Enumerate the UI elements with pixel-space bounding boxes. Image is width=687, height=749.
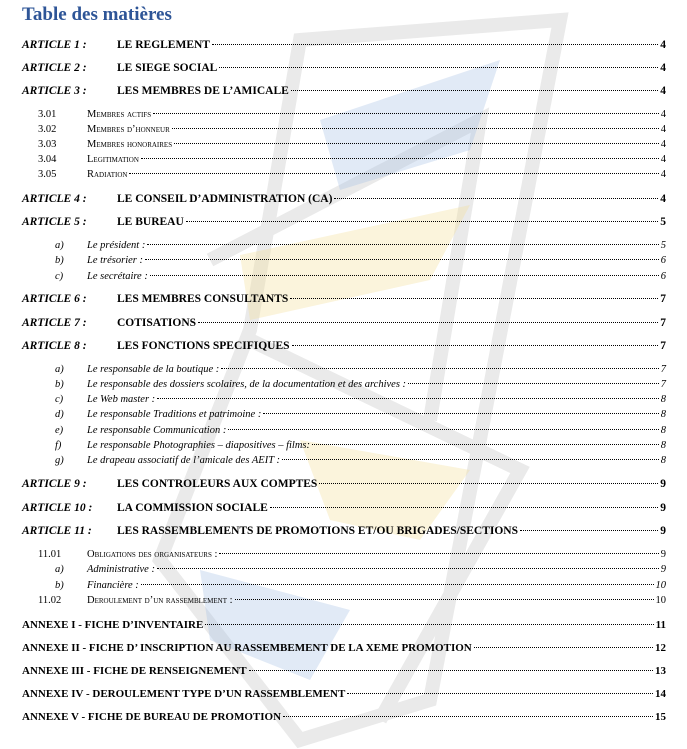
toc-entry-number: b): [55, 255, 64, 266]
toc-entry-text: Radiation: [87, 169, 128, 180]
toc-entry-article-6[interactable]: [22, 293, 666, 305]
toc-entry-annexe-3[interactable]: [22, 665, 666, 677]
toc-entry-text: LES MEMBRES DE L’AMICALE: [117, 85, 289, 97]
toc-entry-text: LES RASSEMBLEMENTS DE PROMOTIONS ET/OU BRIGADES/SECTIONS: [117, 525, 519, 537]
toc-entry-article-4[interactable]: [22, 193, 666, 205]
toc-entry-number: c): [55, 271, 64, 282]
toc-entry-text: LE BUREAU: [117, 216, 184, 228]
toc-entry-number: ARTICLE 5 :: [22, 216, 87, 228]
dot-leader: [312, 444, 659, 445]
toc-entry-page: 7: [660, 340, 666, 352]
toc-subentry-3-05[interactable]: [38, 169, 666, 180]
toc-entry-text: Membres d’honneur: [87, 124, 170, 135]
toc-entry-text: Le trésorier :: [87, 255, 143, 266]
toc-entry-text: Le secrétaire :: [87, 271, 148, 282]
toc-entry-number: c): [55, 394, 64, 405]
toc-entry-text: Le drapeau associatif de l’amicale des AEIT :: [87, 455, 280, 466]
toc-entry-text: LE REGLEMENT: [117, 39, 210, 51]
toc-entry-number: a): [55, 240, 64, 251]
toc-entry-text: LE CONSEIL D’ADMINISTRATION (CA): [117, 193, 333, 205]
toc-subentry-3-03[interactable]: [38, 139, 666, 150]
dot-leader: [408, 383, 659, 384]
dot-leader: [205, 624, 653, 625]
toc-entry-page: 10: [655, 595, 666, 606]
toc-entry-page: 12: [655, 642, 666, 654]
dot-leader: [291, 90, 658, 91]
toc-subentry-8a[interactable]: [55, 364, 666, 375]
toc-entry-number: b): [55, 379, 64, 390]
toc-entry-text: ANNEXE V - FICHE DE BUREAU DE PROMOTION: [22, 711, 282, 723]
toc-subentry-8e[interactable]: [55, 425, 666, 436]
dot-leader: [219, 67, 658, 68]
toc-entry-number: a): [55, 564, 64, 575]
toc-entry-text: COTISATIONS: [117, 317, 197, 329]
toc-entry-page: 9: [660, 502, 666, 514]
toc-entry-number: 3.01: [38, 109, 57, 120]
toc-entry-page: 8: [660, 425, 666, 436]
dot-leader: [221, 368, 658, 369]
dot-leader: [212, 44, 658, 45]
toc-subentry-5c[interactable]: [55, 271, 666, 282]
toc-subentry-5b[interactable]: [55, 255, 666, 266]
toc-subentry-11-01b[interactable]: [55, 580, 666, 591]
toc-entry-page: 9: [660, 525, 666, 537]
toc-entry-page: 9: [660, 478, 666, 490]
toc-entry-number: ARTICLE 10 :: [22, 502, 93, 514]
toc-subentry-11-01a[interactable]: [55, 564, 666, 575]
toc-entry-text: Le responsable des dossiers scolaires, de la documentation et des archives :: [87, 379, 407, 390]
toc-entry-number: ARTICLE 2 :: [22, 62, 87, 74]
toc-entry-text: LES MEMBRES CONSULTANTS: [117, 293, 289, 305]
toc-entry-number: ARTICLE 8 :: [22, 340, 87, 352]
toc-entry-text: Le président :: [87, 240, 146, 251]
dot-leader: [263, 413, 658, 414]
toc-entry-page: 14: [655, 688, 666, 700]
toc-entry-number: g): [55, 455, 64, 466]
toc-entry-text: Financière :: [87, 580, 139, 591]
toc-entry-page: 15: [655, 711, 666, 723]
dot-leader: [147, 244, 658, 245]
toc-entry-text: Deroulement d’un rassemblement :: [87, 595, 233, 606]
toc-entry-number: 11.02: [38, 595, 62, 606]
toc-entry-page: 8: [660, 440, 666, 451]
toc-entry-article-10[interactable]: [22, 502, 666, 514]
toc-entry-page: 4: [660, 85, 666, 97]
dot-leader: [319, 483, 658, 484]
toc-entry-page: 4: [660, 39, 666, 51]
toc-entry-page: 4: [660, 169, 666, 180]
toc-subentry-3-02[interactable]: [38, 124, 666, 135]
toc-entry-page: 4: [660, 139, 666, 150]
toc-entry-page: 7: [660, 379, 666, 390]
toc-subentry-11-02[interactable]: [38, 595, 666, 606]
toc-entry-text: Membres honoraires: [87, 139, 173, 150]
toc-entry-page: 6: [660, 271, 666, 282]
toc-entry-number: e): [55, 425, 64, 436]
toc-entry-page: 8: [660, 455, 666, 466]
dot-leader: [347, 693, 653, 694]
toc-entry-page: 4: [660, 193, 666, 205]
toc-subentry-3-01[interactable]: [38, 109, 666, 120]
toc-entry-page: 7: [660, 293, 666, 305]
toc-subentry-8f[interactable]: [55, 440, 666, 451]
toc-entry-text: LE SIEGE SOCIAL: [117, 62, 218, 74]
dot-leader: [219, 553, 658, 554]
toc-entry-page: 8: [660, 394, 666, 405]
dot-leader: [157, 398, 659, 399]
dot-leader: [157, 568, 659, 569]
toc-entry-number: d): [55, 409, 64, 420]
dot-leader: [141, 158, 659, 159]
toc-entry-number: ARTICLE 6 :: [22, 293, 87, 305]
dot-leader: [292, 345, 659, 346]
toc-entry-page: 10: [655, 580, 666, 591]
toc-entry-annexe-4[interactable]: [22, 688, 666, 700]
toc-entry-article-2[interactable]: [22, 62, 666, 74]
dot-leader: [334, 198, 658, 199]
toc-entry-article-7[interactable]: [22, 317, 666, 329]
dot-leader: [290, 298, 658, 299]
toc-entry-page: 4: [660, 109, 666, 120]
dot-leader: [150, 275, 659, 276]
toc-entry-text: Membres actifs: [87, 109, 152, 120]
toc-entry-number: f): [55, 440, 62, 451]
toc-subentry-8c[interactable]: [55, 394, 666, 405]
toc-subentry-8d[interactable]: [55, 409, 666, 420]
dot-leader: [129, 173, 658, 174]
dot-leader: [283, 716, 653, 717]
dot-leader: [172, 128, 659, 129]
toc-entry-article-9[interactable]: [22, 478, 666, 490]
dot-leader: [145, 259, 659, 260]
toc-entry-text: Legitimation: [87, 154, 139, 165]
toc-entry-page: 5: [660, 240, 666, 251]
dot-leader: [153, 113, 659, 114]
toc-entry-annexe-1[interactable]: [22, 619, 666, 631]
dot-leader: [186, 221, 658, 222]
toc-entry-number: ARTICLE 7 :: [22, 317, 87, 329]
toc-entry-number: ARTICLE 9 :: [22, 478, 87, 490]
toc-entry-text: Le responsable Traditions et patrimoine :: [87, 409, 262, 420]
toc-entry-text: Le responsable Communication :: [87, 425, 227, 436]
dot-leader: [228, 429, 658, 430]
toc-entry-number: 11.01: [38, 549, 62, 560]
toc-entry-page: 4: [660, 124, 666, 135]
toc-entry-text: ANNEXE II - FICHE D’ INSCRIPTION AU RASSEMBEMENT DE LA XEME PROMOTION: [22, 642, 472, 654]
toc-entry-number: 3.02: [38, 124, 57, 135]
toc-subentry-3-04[interactable]: [38, 154, 666, 165]
dot-leader: [198, 322, 658, 323]
toc-title: Table des matières: [22, 4, 172, 25]
toc-entry-text: LA COMMISSION SOCIALE: [117, 502, 268, 514]
dot-leader: [141, 584, 654, 585]
toc-entry-annexe-2[interactable]: [22, 642, 666, 654]
toc-entry-text: ANNEXE IV - DEROULEMENT TYPE D’UN RASSEMBLEMENT: [22, 688, 346, 700]
toc-entry-page: 6: [660, 255, 666, 266]
toc-entry-article-1[interactable]: [22, 39, 666, 51]
toc-subentry-8b[interactable]: [55, 379, 666, 390]
toc-entry-annexe-5[interactable]: [22, 711, 666, 723]
toc-entry-article-11[interactable]: [22, 525, 666, 537]
dot-leader: [282, 459, 659, 460]
toc-entry-number: 3.03: [38, 139, 57, 150]
toc-entry-page: 7: [660, 317, 666, 329]
toc-subentry-8g[interactable]: [55, 455, 666, 466]
toc-entry-number: ARTICLE 11 :: [22, 525, 92, 537]
toc-entry-page: 8: [660, 409, 666, 420]
toc-entry-text: Administrative :: [87, 564, 155, 575]
toc-entry-number: ARTICLE 3 :: [22, 85, 87, 97]
toc-entry-text: ANNEXE III - FICHE DE RENSEIGNEMENT: [22, 665, 247, 677]
dot-leader: [474, 647, 653, 648]
toc-entry-page: 4: [660, 62, 666, 74]
toc-entry-article-5[interactable]: [22, 216, 666, 228]
toc-entry-text: Le Web master :: [87, 394, 156, 405]
toc-entry-text: LES FONCTIONS SPECIFIQUES: [117, 340, 290, 352]
toc-subentry-5a[interactable]: [55, 240, 666, 251]
toc-entry-number: 3.05: [38, 169, 57, 180]
toc-entry-number: a): [55, 364, 64, 375]
toc-entry-page: 13: [655, 665, 666, 677]
toc-entry-page: 5: [660, 216, 666, 228]
dot-leader: [520, 530, 658, 531]
toc-entry-article-3[interactable]: [22, 85, 666, 97]
toc-entry-page: 7: [660, 364, 666, 375]
toc-entry-number: ARTICLE 1 :: [22, 39, 87, 51]
toc-entry-number: b): [55, 580, 64, 591]
toc-entry-text: ANNEXE I - FICHE D’INVENTAIRE: [22, 619, 204, 631]
toc-entry-text: Obligations des organisateurs :: [87, 549, 218, 560]
dot-leader: [235, 599, 654, 600]
toc-entry-number: ARTICLE 4 :: [22, 193, 87, 205]
dot-leader: [249, 670, 653, 671]
toc-entry-text: Le responsable de la boutique :: [87, 364, 220, 375]
dot-leader: [174, 143, 659, 144]
dot-leader: [270, 507, 658, 508]
toc-entry-page: 9: [660, 549, 666, 560]
toc-entry-page: 11: [655, 619, 666, 631]
toc-entry-number: 3.04: [38, 154, 57, 165]
toc-entry-text: LES CONTROLEURS AUX COMPTES: [117, 478, 318, 490]
toc-entry-article-8[interactable]: [22, 340, 666, 352]
toc-subentry-11-01[interactable]: [38, 549, 666, 560]
toc-entry-page: 4: [660, 154, 666, 165]
toc-entry-page: 9: [660, 564, 666, 575]
toc-entry-text: Le responsable Photographies – diapositives – films:: [87, 440, 311, 451]
